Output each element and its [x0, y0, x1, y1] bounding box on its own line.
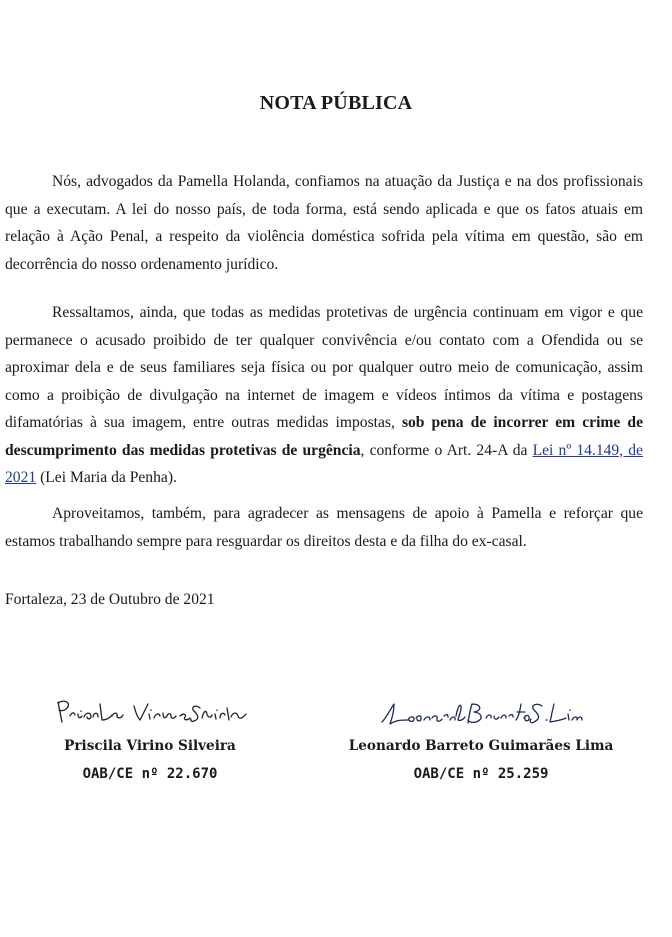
- law-reference-link[interactable]: Lei nº 14.149, de 2021: [5, 441, 643, 486]
- paragraph-2-bold-warning: sob pena de incorrer em crime de descumprimento das medidas protetivas de urgência: [5, 414, 643, 459]
- signature-block-priscila: [40, 696, 260, 782]
- handwritten-signature-priscila: [50, 696, 250, 732]
- place-and-date: Fortaleza, 23 de Outubro de 2021: [5, 591, 215, 608]
- signer-name-leonardo: Leonardo Barreto Guimarães Lima: [348, 738, 614, 754]
- document-title: NOTA PÚBLICA: [259, 92, 413, 114]
- signer-oab-leonardo: OAB/CE nº 25.259: [413, 766, 549, 782]
- signer-oab-priscila: OAB/CE nº 22.670: [82, 766, 218, 782]
- paragraph-thanks: [5, 500, 643, 555]
- signature-block-leonardo: [348, 696, 614, 782]
- paragraph-trust-justice: [5, 168, 643, 278]
- paragraph-2-text-c: (Lei Maria da Penha).: [36, 469, 177, 486]
- handwritten-signature-leonardo: [376, 696, 586, 732]
- paragraph-protective-measures: [5, 299, 643, 492]
- signer-name-priscila: Priscila Virino Silveira: [64, 738, 236, 754]
- paragraph-2-text-b: , conforme o Art. 24-A da: [360, 441, 533, 459]
- paragraph-3-text: Aproveitamos, também, para agradecer as mensagens de apoio à Pamella e reforçar que estamos trabalhando sempre para resguardar os direitos desta e da filha do ex-casal.: [5, 505, 643, 550]
- paragraph-1-text: Nós, advogados da Pamella Holanda, confiamos na atuação da Justiça e na dos profissionais que a executam. A lei do nosso país, de toda forma, está sendo aplicada e que os fatos atuais em relação à Ação Penal, a respeito da violência doméstica sofrida pela vítima em questão, são em decorrência do nosso ordenamento jurídico.: [5, 173, 643, 273]
- paragraph-2-text-a: Ressaltamos, ainda, que todas as medidas protetivas de urgência continuam em vigor e que permanece o acusado proibido de ter qualquer convivência e/ou contato com a Ofendida ou se aproximar dela e de seus familiares seja física ou por qualquer outro meio de comunicação, assim como a proibição de divulgação na internet de imagem e vídeos íntimos da vítima e postagens difamatórias à sua imagem, entre outras medidas impostas,: [5, 304, 643, 431]
